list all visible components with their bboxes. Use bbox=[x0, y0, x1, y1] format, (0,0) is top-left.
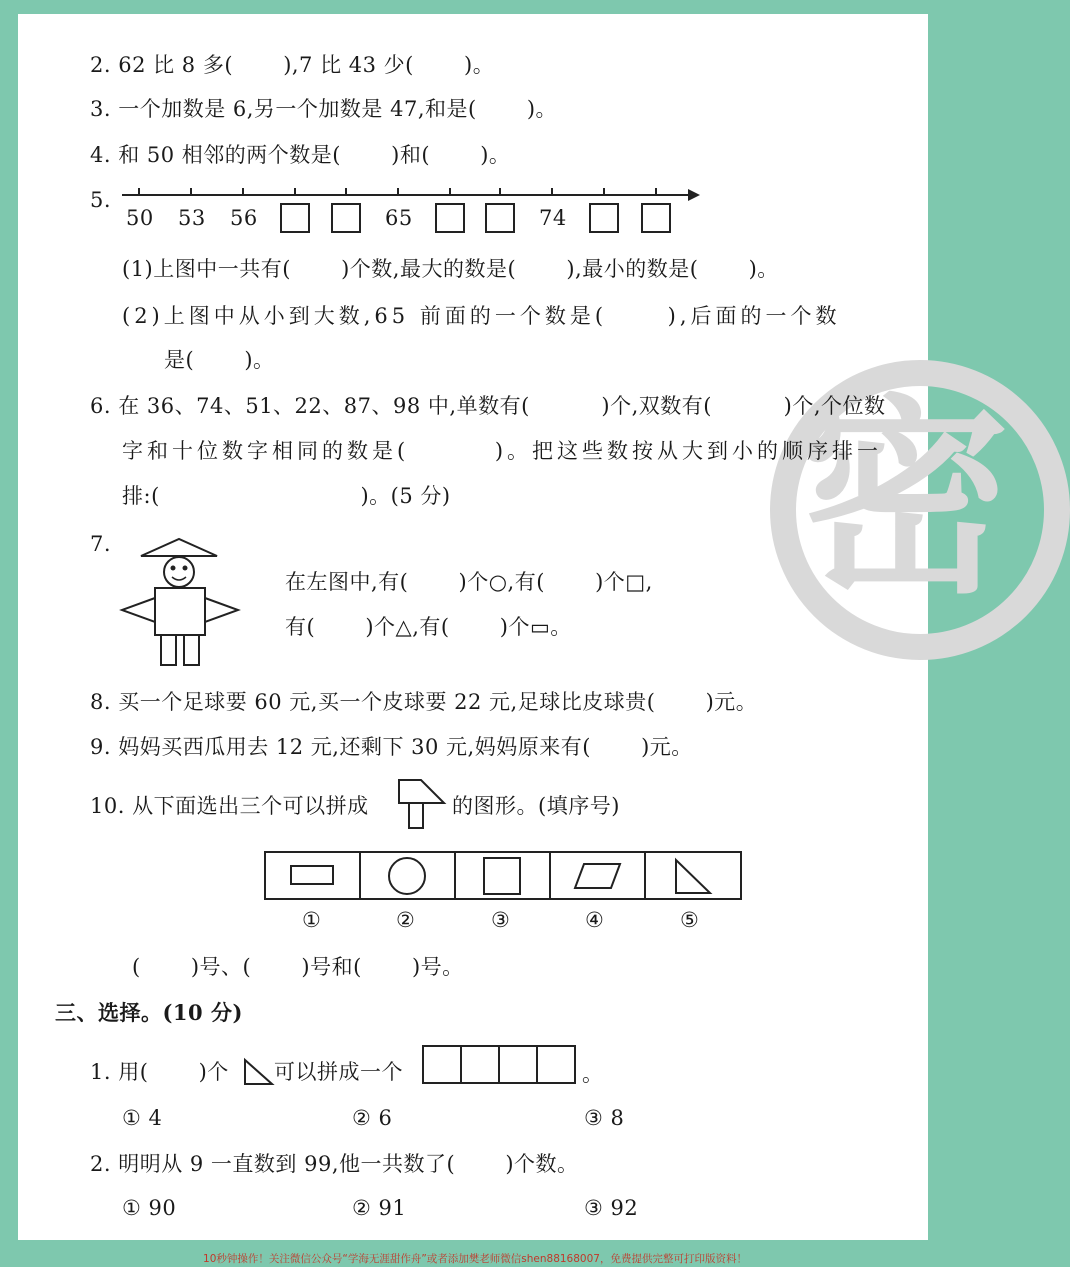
question-6-line3: 排:( )。(5 分) bbox=[122, 484, 451, 508]
question-8: 8. 买一个足球要 60 元,买一个皮球要 22 元,足球比皮球贵( )元。 bbox=[90, 690, 758, 714]
question-7-line2: 有( )个△,有( )个▭。 bbox=[285, 615, 572, 639]
question-6-line2: 字和十位数字相同的数是( )。把这些数按从大到小的顺序排一 bbox=[122, 439, 883, 463]
tick-label: 50 bbox=[126, 206, 154, 230]
choice-1-option-c[interactable]: ③ 8 bbox=[584, 1106, 625, 1130]
question-9: 9. 妈妈买西瓜用去 12 元,还剩下 30 元,妈妈原来有( )元。 bbox=[90, 735, 693, 759]
watermark-char: 密 bbox=[800, 377, 1011, 622]
option-label: ③ bbox=[491, 908, 511, 932]
question-10-text: 10. 从下面选出三个可以拼成 bbox=[90, 794, 369, 818]
question-5-number: 5. bbox=[90, 188, 112, 212]
choice-2-option-a[interactable]: ① 90 bbox=[122, 1196, 177, 1220]
question-5-1: (1)上图中一共有( )个数,最大的数是( ),最小的数是( )。 bbox=[122, 257, 779, 281]
choice-1-option-b[interactable]: ② 6 bbox=[352, 1106, 393, 1130]
question-7-number: 7. bbox=[90, 532, 112, 556]
choice-2-option-c[interactable]: ③ 92 bbox=[584, 1196, 639, 1220]
question-6-line1: 6. 在 36、74、51、22、87、98 中,单数有( )个,双数有( )个,个位数 bbox=[90, 394, 886, 418]
tick-label: 74 bbox=[539, 206, 567, 230]
choice-1-text: 1. 用( )个 bbox=[90, 1060, 229, 1084]
choice-1-end: 。 bbox=[582, 1062, 604, 1086]
choice-2-option-b[interactable]: ② 91 bbox=[352, 1196, 407, 1220]
option-label: ① bbox=[302, 908, 322, 932]
tick-label: 65 bbox=[385, 206, 413, 230]
question-7-line1: 在左图中,有( )个○,有( )个□, bbox=[285, 570, 653, 594]
section-3-title: 三、选择。(10 分) bbox=[55, 1000, 243, 1025]
tick-label: 53 bbox=[178, 206, 206, 230]
choice-2-text: 2. 明明从 9 一直数到 99,他一共数了( )个数。 bbox=[90, 1152, 579, 1176]
question-4: 4. 和 50 相邻的两个数是( )和( )。 bbox=[90, 143, 511, 167]
question-5-2-line1: (2)上图中从小到大数,65 前面的一个数是( ),后面的一个数 bbox=[122, 304, 841, 328]
option-label: ⑤ bbox=[680, 908, 700, 932]
question-5-2-line2: 是( )。 bbox=[164, 348, 275, 372]
footer-notice: 10秒钟操作！关注微信公众号“学海无涯甜作舟”或者添加樊老师微信shen88168007，免费提供完整可打印版资料！ bbox=[203, 1253, 747, 1265]
option-label: ④ bbox=[585, 908, 605, 932]
question-3: 3. 一个加数是 6,另一个加数是 47,和是( )。 bbox=[90, 97, 558, 121]
question-10-instruction: 的图形。(填序号) bbox=[452, 794, 620, 818]
question-10-answer: ( )号、( )号和( )号。 bbox=[132, 955, 464, 979]
tick-label: 56 bbox=[230, 206, 258, 230]
choice-1-option-a[interactable]: ① 4 bbox=[122, 1106, 163, 1130]
option-label: ② bbox=[396, 908, 416, 932]
question-2: 2. 62 比 8 多( ),7 比 43 少( )。 bbox=[90, 53, 495, 77]
choice-1-text-mid: 可以拼成一个 bbox=[274, 1060, 403, 1084]
